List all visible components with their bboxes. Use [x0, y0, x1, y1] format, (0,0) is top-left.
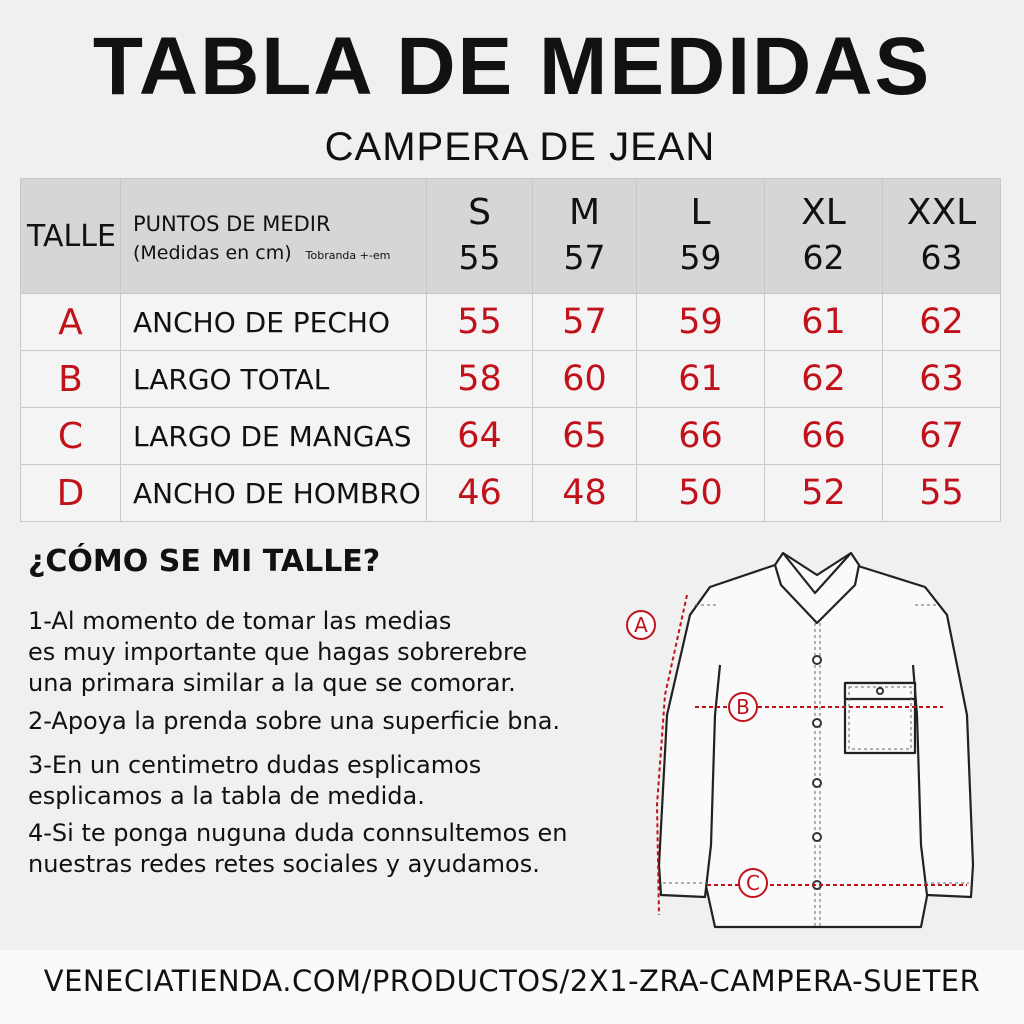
table-cell: 64	[427, 408, 533, 465]
jacket-diagram	[615, 545, 1010, 940]
footer-bar	[0, 950, 1024, 1024]
size-header-l: L 59	[637, 179, 765, 294]
talle-header: TALLE	[21, 179, 121, 294]
svg-text:B: B	[736, 695, 750, 719]
size-header-xxl: XXL 63	[883, 179, 1001, 294]
table-cell: 65	[533, 408, 637, 465]
row-label: LARGO DE MANGAS	[121, 408, 427, 465]
row-letter: C	[21, 408, 121, 465]
row-label: LARGO TOTAL	[121, 351, 427, 408]
instruction-step-1: 1-Al momento de tomar las medias es muy importante que hagas sobrerebre una primara similar a la que se comorar.	[28, 607, 528, 697]
table-cell: 66	[765, 408, 883, 465]
puntos-header	[121, 179, 427, 294]
table-cell: 59	[637, 294, 765, 351]
table-cell: 61	[637, 351, 765, 408]
size-header-m: M 57	[533, 179, 637, 294]
table-row	[21, 294, 1001, 351]
tolerance-note: Tobranda +-em	[305, 249, 391, 262]
table-cell: 62	[883, 294, 1001, 351]
table-row	[21, 351, 1001, 408]
table-cell: 55	[883, 465, 1001, 522]
row-letter: B	[21, 351, 121, 408]
how-to-title: ¿CÓMO SE MI TALLE?	[28, 544, 381, 579]
table-cell: 50	[637, 465, 765, 522]
table-cell: 58	[427, 351, 533, 408]
table-cell: 48	[533, 465, 637, 522]
size-table	[20, 178, 1001, 522]
page-title: TABLA DE MEDIDAS	[92, 21, 932, 112]
svg-text:C: C	[746, 871, 760, 895]
marker-b	[729, 693, 757, 721]
table-row	[21, 408, 1001, 465]
table-cell: 66	[637, 408, 765, 465]
row-label: ANCHO DE HOMBRO	[121, 465, 427, 522]
table-cell: 61	[765, 294, 883, 351]
row-label: ANCHO DE PECHO	[121, 294, 427, 351]
instruction-step-2: 2-Apoya la prenda sobre una superficie bna.	[28, 707, 561, 735]
svg-text:A: A	[634, 613, 648, 637]
instruction-step-4: 4-Si te ponga nuguna duda connsultemos en nuestras redes retes sociales y ayudamos.	[28, 819, 568, 878]
table-cell: 52	[765, 465, 883, 522]
table-row	[21, 465, 1001, 522]
table-header-row	[21, 179, 1001, 294]
table-cell: 55	[427, 294, 533, 351]
row-letter: A	[21, 294, 121, 351]
page-subtitle: CAMPERA DE JEAN	[324, 125, 716, 169]
medidas-label: (Medidas en cm)	[133, 242, 292, 264]
table-cell: 60	[533, 351, 637, 408]
instruction-step-3: 3-En un centimetro dudas esplicamos esplicamos a la tabla de medida.	[28, 751, 482, 810]
puntos-label: PUNTOS DE MEDIR	[133, 212, 331, 236]
size-header-s: S 55	[427, 179, 533, 294]
marker-a	[627, 611, 655, 639]
row-letter: D	[21, 465, 121, 522]
table-cell: 62	[765, 351, 883, 408]
table-cell: 46	[427, 465, 533, 522]
table-cell: 63	[883, 351, 1001, 408]
table-cell: 57	[533, 294, 637, 351]
footer-url: VENECIATIENDA.COM/PRODUCTOS/2X1-ZRA-CAMPERA-SUETER	[43, 964, 981, 998]
table-cell: 67	[883, 408, 1001, 465]
size-header-xl: XL 62	[765, 179, 883, 294]
marker-c	[739, 869, 767, 897]
